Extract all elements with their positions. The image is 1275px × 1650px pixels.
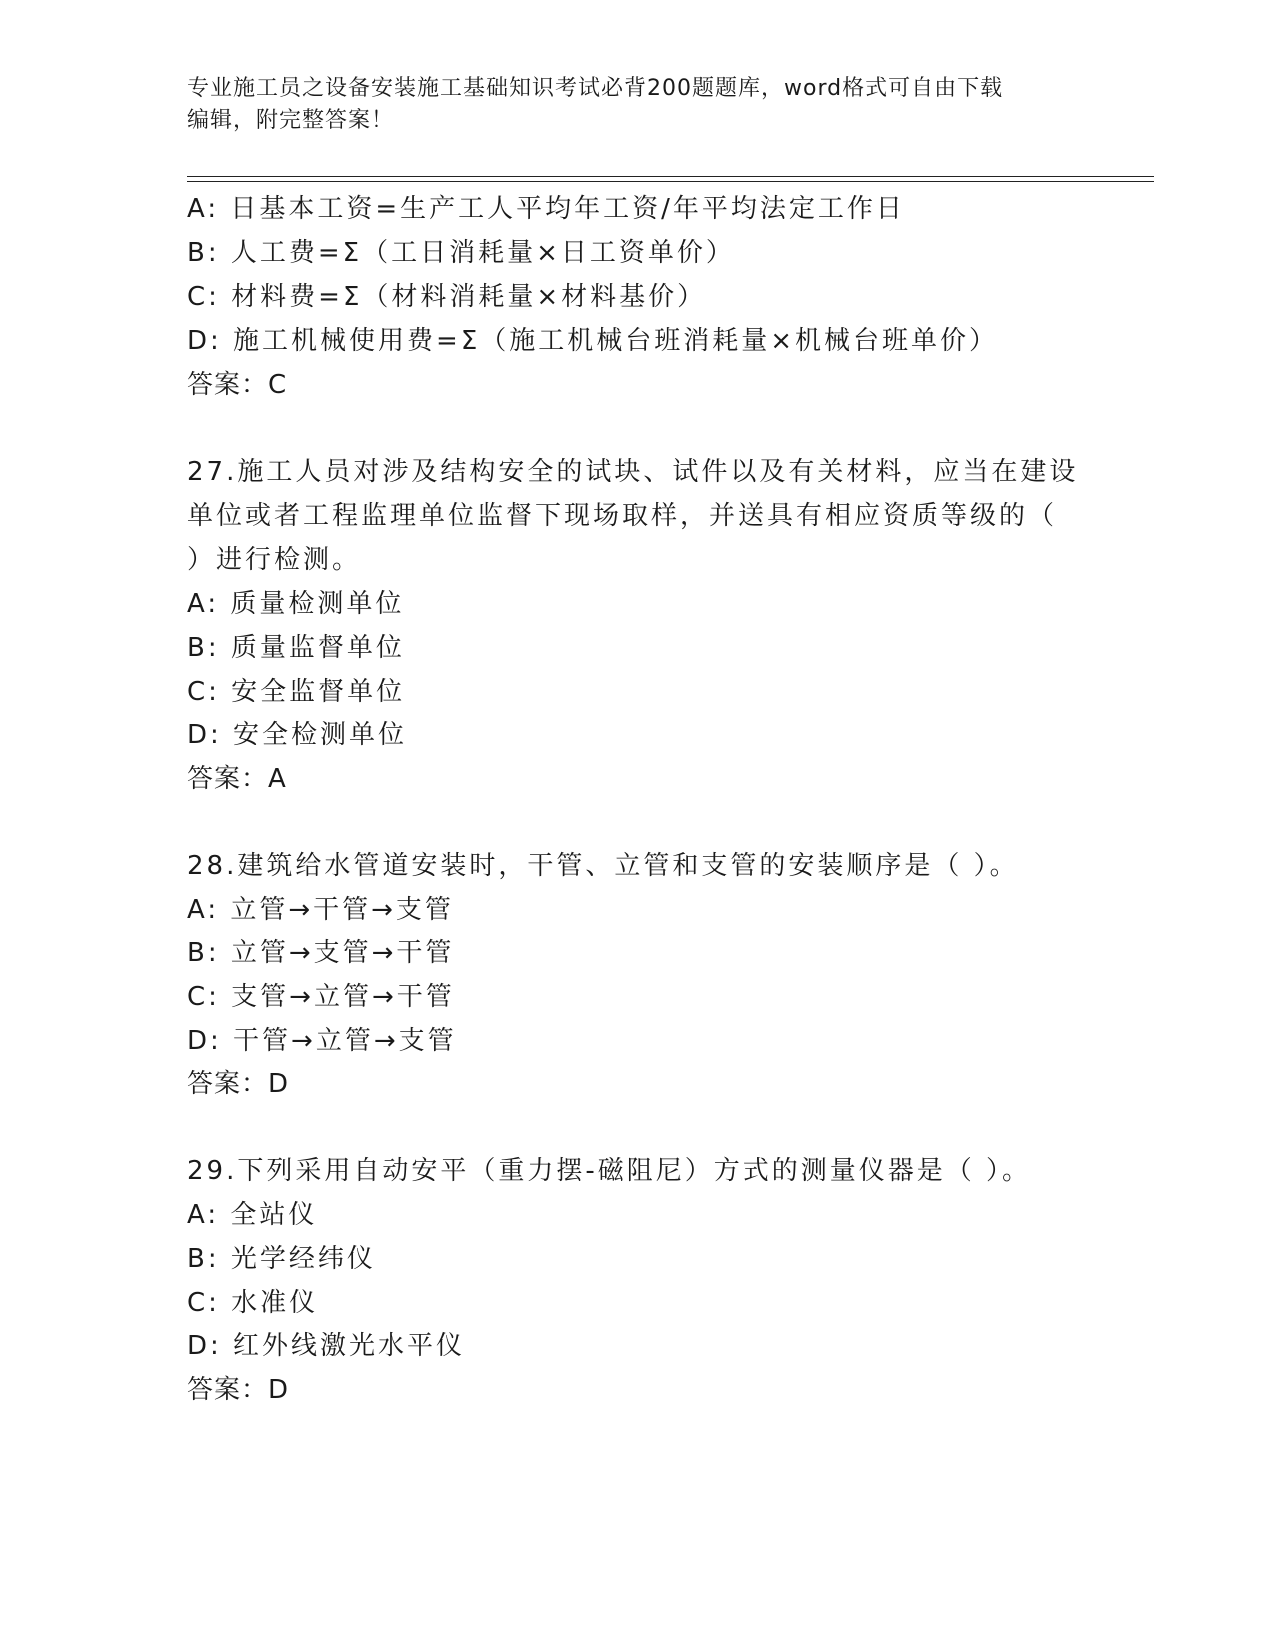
q26-answer: 答案：C [187,370,288,400]
q28-option-b: B: 立管→支管→干管 [187,938,455,968]
q27-answer: 答案：A [187,764,287,794]
q27-option-d: D: 安全检测单位 [187,720,408,750]
q27-question-line-1: 27.施工人员对涉及结构安全的试块、试件以及有关材料，应当在建设 [187,457,1079,487]
document-header [187,73,1067,137]
q27-option-c: C: 安全监督单位 [187,677,406,707]
q29-option-b: B: 光学经纬仪 [187,1244,376,1274]
q29-option-c: C: 水准仪 [187,1288,319,1318]
q27-question-line-2: 单位或者工程监理单位监督下现场取样，并送具有相应资质等级的（ [187,501,1058,531]
q27-question-line-3: ）进行检测。 [187,545,362,575]
header-divider-top [187,176,1154,177]
q27-option-b: B: 质量监督单位 [187,633,405,663]
q29-option-d: D: 红外线激光水平仪 [187,1331,466,1361]
q29-answer: 答案：D [187,1375,290,1405]
q28-question: 28.建筑给水管道安装时，干管、立管和支管的安装顺序是（ ）。 [187,851,1019,881]
q28-option-d: D: 干管→立管→支管 [187,1026,457,1056]
q26-option-c: C: 材料费=Σ（材料消耗量×材料基价） [187,282,707,312]
header-line-1: 专业施工员之设备安装施工基础知识考试必背200题题库，word格式可自由下载 [187,76,1004,101]
q27-option-a: A: 质量检测单位 [187,589,405,619]
q26-option-d: D: 施工机械使用费=Σ（施工机械台班消耗量×机械台班单价） [187,326,999,356]
q28-answer: 答案：D [187,1069,290,1099]
q28-option-a: A: 立管→干管→支管 [187,895,454,925]
q29-question: 29.下列采用自动安平（重力摆-磁阻尼）方式的测量仪器是（ ）。 [187,1156,1031,1186]
q26-option-b: B: 人工费=Σ（工日消耗量×日工资单价） [187,238,735,268]
header-line-2: 编辑，附完整答案！ [187,108,395,133]
header-divider-bottom [187,181,1154,182]
q28-option-c: C: 支管→立管→干管 [187,982,455,1012]
q26-option-a: A: 日基本工资=生产工人平均年工资/年平均法定工作日 [187,194,905,224]
q29-option-a: A: 全站仪 [187,1200,318,1230]
